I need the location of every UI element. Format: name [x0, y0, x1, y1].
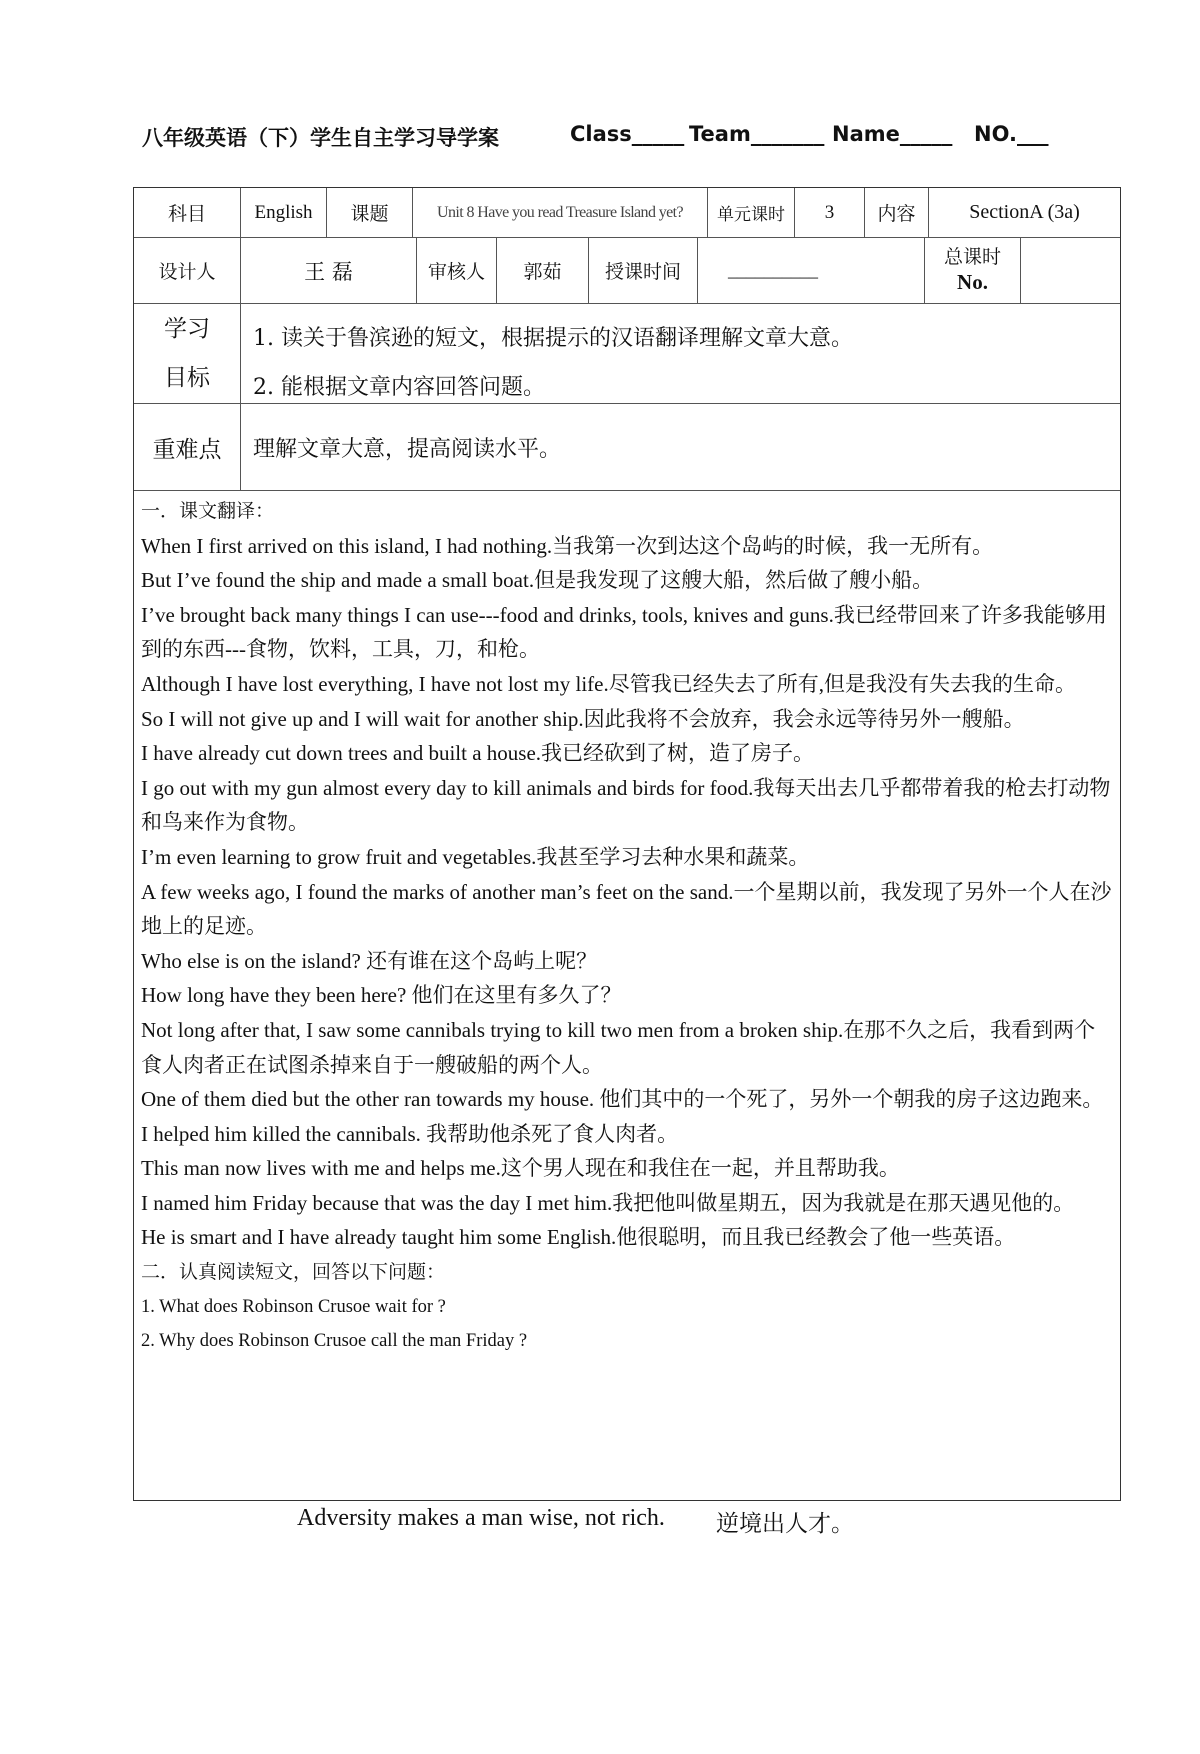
- key-points-row: [134, 404, 1120, 491]
- worksheet-table: [133, 187, 1121, 1501]
- lesson-content: [141, 494, 1113, 1359]
- learning-goals-list: [241, 304, 1120, 403]
- total-hours-label: 总课时: [943, 245, 1001, 268]
- subject-label: 科目: [134, 188, 241, 237]
- learning-goals-row: [134, 304, 1120, 404]
- translation-paragraph: I helped him killed the cannibals. 我帮助他杀死了食人肉者。: [141, 1121, 679, 1146]
- translation-paragraph: When I first arrived on this island, I had nothing.当我第一次到达这个岛屿的时候，我一无所有。: [141, 533, 994, 558]
- translation-paragraph: He is smart and I have already taught him some English.他很聪明，而且我已经教会了他一些英语。: [141, 1225, 1016, 1250]
- info-row-staff: [134, 238, 1120, 304]
- total-hours-no: No.: [957, 270, 988, 295]
- goal-item: 1. 读关于鲁滨逊的短文，根据提示的汉语翻译理解文章大意。: [253, 326, 853, 351]
- worksheet-title: 八年级英语（下）学生自主学习导学案: [142, 126, 499, 150]
- number-field-label: NO.___: [974, 122, 1049, 146]
- goals-label-line1: 学习: [164, 315, 210, 342]
- lesson-time-value: __________: [698, 238, 925, 303]
- unit-hours-value: 3: [795, 188, 865, 237]
- translation-paragraph: But I’ve found the ship and made a small boat.但是我发现了这艘大船，然后做了艘小船。: [141, 568, 934, 593]
- translation-paragraph: I go out with my gun almost every day to kill animals and birds for food.我每天出去几乎都带着我的枪去打动物和鸟来作为食物。: [141, 775, 1111, 835]
- topic-label: 课题: [327, 188, 413, 237]
- translation-paragraph: Not long after that, I saw some cannibals trying to kill two men from a broken ship.在那不久之后，我看到两个食人肉者正在试图杀掉来自于一艘破船的两个人。: [141, 1017, 1096, 1077]
- topic-value: Unit 8 Have you read Treasure Island yet?: [413, 188, 708, 237]
- translation-paragraph: I have already cut down trees and built a house.我已经砍到了树，造了房子。: [141, 741, 815, 766]
- total-hours-cell: [925, 238, 1021, 303]
- motto-english: Adversity makes a man wise, not rich.: [297, 1505, 665, 1531]
- translation-paragraph: I’m even learning to grow fruit and vegetables.我甚至学习去种水果和蔬菜。: [141, 844, 810, 869]
- team-field-label: Team_______: [689, 122, 825, 146]
- designer-value: 王 磊: [241, 238, 417, 303]
- designer-label: 设计人: [134, 238, 241, 303]
- translation-paragraph: I’ve brought back many things I can use---food and drinks, tools, knives and guns.我已经带回来了许多我能够用到的东西---食物，饮料，工具，刀，和枪。: [141, 602, 1107, 662]
- translation-paragraph: So I will not give up and I will wait for another ship.因此我将不会放弃，我会永远等待另外一艘船。: [141, 706, 1025, 731]
- content-value: SectionA (3a): [969, 201, 1080, 223]
- translation-paragraph: This man now lives with me and helps me.这个男人现在和我住在一起，并且帮助我。: [141, 1156, 900, 1181]
- translation-paragraph: I named him Friday because that was the day I met him.我把他叫做星期五，因为我就是在那天遇见他的。: [141, 1190, 1075, 1215]
- goal-item: 2. 能根据文章内容回答问题。: [253, 375, 545, 400]
- info-row-course: [134, 188, 1120, 238]
- key-points-label: 重难点: [134, 404, 241, 490]
- reviewer-value: 郭茹: [497, 238, 589, 303]
- motto-chinese: 逆境出人才。: [716, 1511, 854, 1537]
- class-field-label: Class_____: [570, 122, 685, 146]
- key-points-text: 理解文章大意，提高阅读水平。: [253, 436, 562, 462]
- reviewer-label: 审核人: [417, 238, 497, 303]
- goals-label-line2: 目标: [164, 364, 210, 391]
- total-hours-value: [1021, 238, 1120, 303]
- section2-heading: 二．认真阅读短文，回答以下问题：: [141, 1261, 446, 1284]
- question-item: 2. Why does Robinson Crusoe call the man Friday ?: [141, 1331, 528, 1352]
- translation-paragraph: How long have they been here? 他们在这里有多久了？: [141, 983, 622, 1008]
- section1-heading: 一．课文翻译：: [141, 500, 275, 522]
- translation-paragraph: A few weeks ago, I found the marks of another man’s feet on the sand.一个星期以前，我发现了另外一个人在沙地上的足迹。: [141, 879, 1112, 939]
- worksheet-header: [142, 122, 1092, 158]
- question-item: 1. What does Robinson Crusoe wait for ?: [141, 1296, 446, 1317]
- content-label: 内容: [865, 188, 929, 237]
- translation-paragraph: Although I have lost everything, I have not lost my life.尽管我已经失去了所有,但是我没有失去我的生命。: [141, 671, 1076, 696]
- lesson-time-label: 授课时间: [589, 238, 698, 303]
- subject-value: English: [241, 188, 327, 237]
- name-field-label: Name_____: [832, 122, 953, 146]
- translation-paragraph: Who else is on the island? 还有谁在这个岛屿上呢？: [141, 948, 598, 973]
- unit-hours-label: 单元课时: [708, 188, 795, 237]
- translation-paragraph: One of them died but the other ran towards my house. 他们其中的一个死了，另外一个朝我的房子这边跑来。: [141, 1087, 1104, 1112]
- learning-goals-label: [134, 304, 241, 403]
